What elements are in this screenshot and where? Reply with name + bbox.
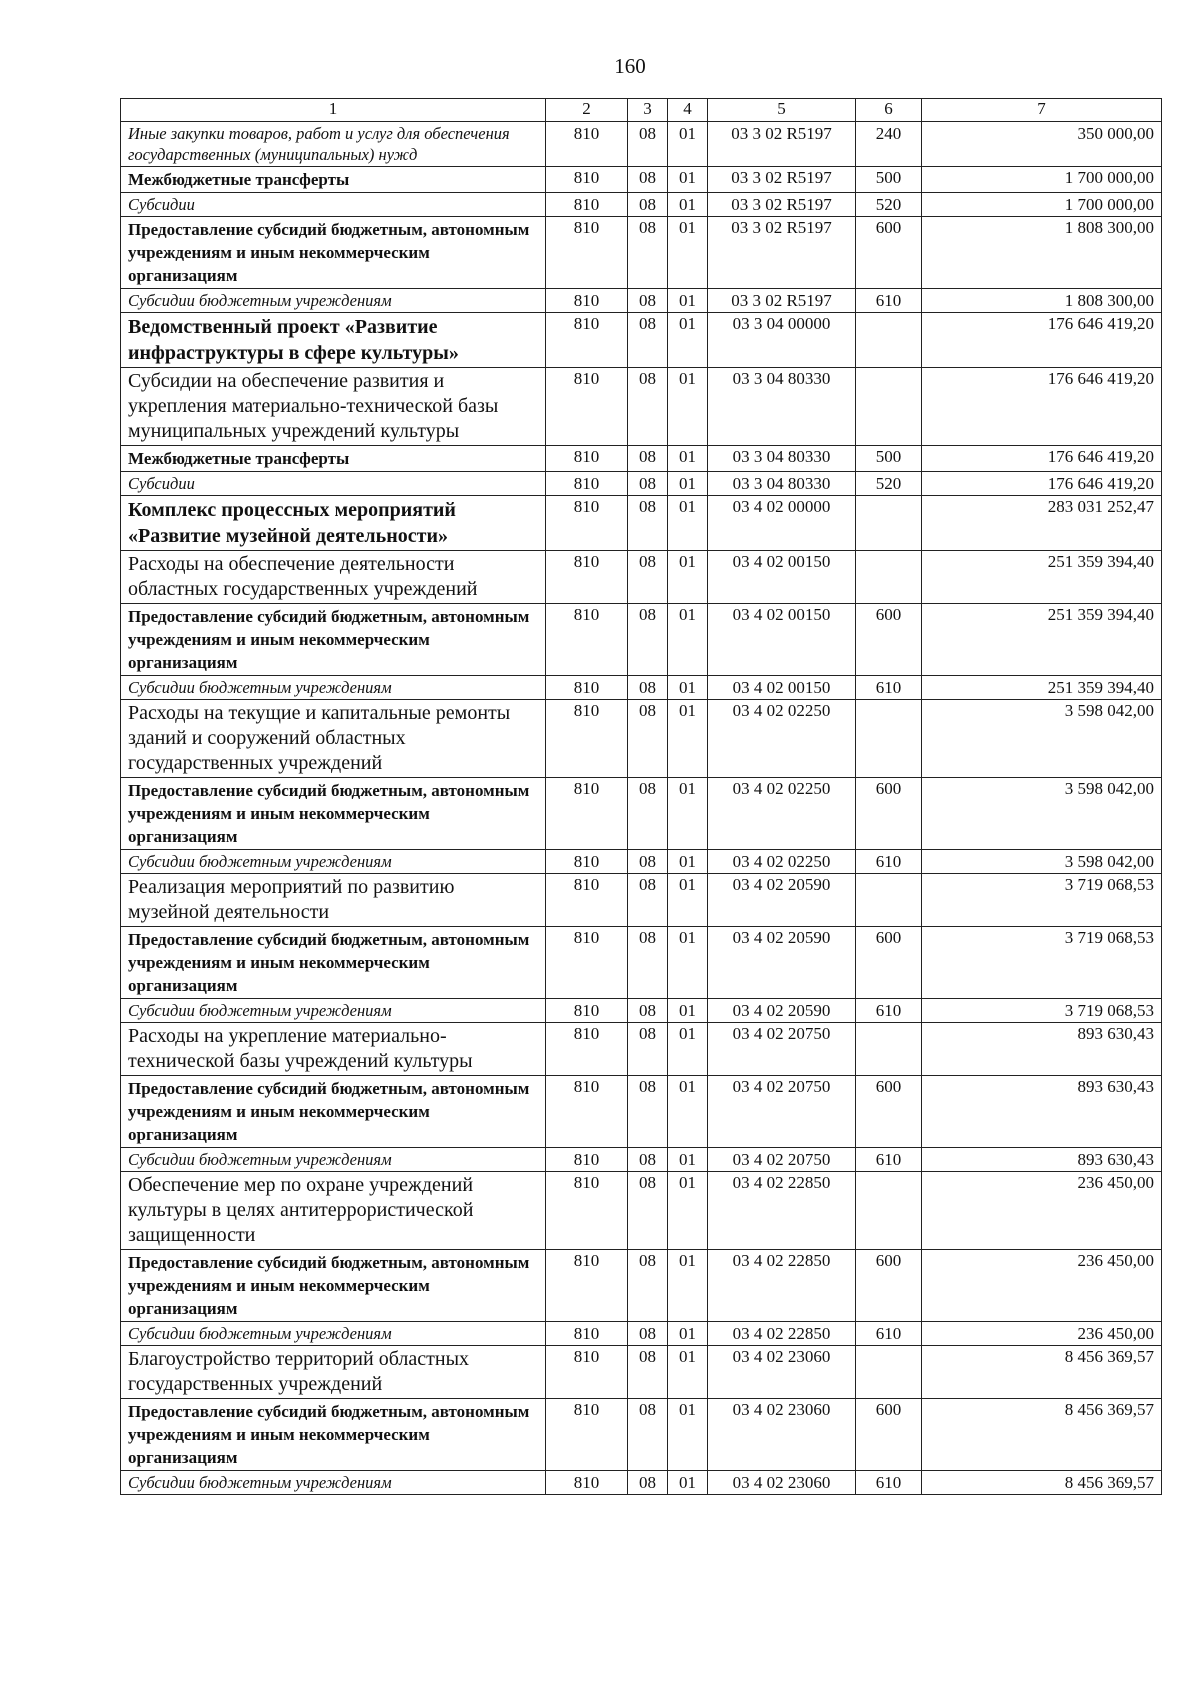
section-code-cell: 08 [628,1023,668,1076]
section-code-cell: 08 [628,122,668,167]
subsection-code-cell: 01 [668,368,708,446]
row-name-cell: Субсидии [121,193,546,217]
amount-cell: 251 359 394,40 [922,676,1162,700]
expense-type-cell [856,1346,922,1399]
section-code-cell: 08 [628,1322,668,1346]
amount-cell: 3 719 068,53 [922,874,1162,927]
expense-type-cell [856,313,922,368]
expense-type-cell: 520 [856,472,922,496]
table-row [121,604,1162,676]
amount-cell: 176 646 419,20 [922,446,1162,472]
column-header: 1 [121,99,546,122]
row-name-cell: Предоставление субсидий бюджетным, автономным учреждениям и иным некоммерческим организациям [121,604,546,676]
amount-cell: 236 450,00 [922,1250,1162,1322]
section-code-cell: 08 [628,778,668,850]
subsection-code-cell: 01 [668,1023,708,1076]
subsection-code-cell: 01 [668,850,708,874]
column-header: 7 [922,99,1162,122]
subsection-code-cell: 01 [668,676,708,700]
target-article-cell: 03 4 02 22850 [708,1250,856,1322]
section-code-cell: 08 [628,446,668,472]
chapter-code-cell: 810 [546,700,628,778]
row-name-cell: Расходы на укрепление материально-технической базы учреждений культуры [121,1023,546,1076]
subsection-code-cell: 01 [668,167,708,193]
row-name-cell: Расходы на обеспечение деятельности областных государственных учреждений [121,551,546,604]
chapter-code-cell: 810 [546,1076,628,1148]
expense-type-cell [856,368,922,446]
chapter-code-cell: 810 [546,1346,628,1399]
chapter-code-cell: 810 [546,676,628,700]
table-row [121,167,1162,193]
table-row [121,217,1162,289]
chapter-code-cell: 810 [546,1322,628,1346]
chapter-code-cell: 810 [546,1023,628,1076]
section-code-cell: 08 [628,676,668,700]
subsection-code-cell: 01 [668,446,708,472]
target-article-cell: 03 4 02 20750 [708,1148,856,1172]
expense-type-cell [856,551,922,604]
section-code-cell: 08 [628,1471,668,1495]
target-article-cell: 03 4 02 02250 [708,700,856,778]
target-article-cell: 03 3 02 R5197 [708,217,856,289]
section-code-cell: 08 [628,496,668,551]
subsection-code-cell: 01 [668,193,708,217]
expense-type-cell [856,874,922,927]
table-row [121,193,1162,217]
page-number: 160 [614,54,646,78]
row-name-cell: Предоставление субсидий бюджетным, автономным учреждениям и иным некоммерческим организациям [121,927,546,999]
row-name-cell: Субсидии бюджетным учреждениям [121,1322,546,1346]
section-code-cell: 08 [628,193,668,217]
section-code-cell: 08 [628,700,668,778]
row-name-cell: Субсидии на обеспечение развития и укрепления материально-технической базы муниципальных учреждений культуры [121,368,546,446]
row-name-cell: Реализация мероприятий по развитию музейной деятельности [121,874,546,927]
chapter-code-cell: 810 [546,1250,628,1322]
section-code-cell: 08 [628,368,668,446]
chapter-code-cell: 810 [546,1148,628,1172]
row-name-cell: Благоустройство территорий областных государственных учреждений [121,1346,546,1399]
expense-type-cell: 520 [856,193,922,217]
amount-cell: 251 359 394,40 [922,604,1162,676]
section-code-cell: 08 [628,604,668,676]
subsection-code-cell: 01 [668,1346,708,1399]
target-article-cell: 03 4 02 20750 [708,1076,856,1148]
row-name-cell: Расходы на текущие и капитальные ремонты зданий и сооружений областных государственных учреждений [121,700,546,778]
expense-type-cell: 610 [856,999,922,1023]
target-article-cell: 03 4 02 00000 [708,496,856,551]
amount-cell: 3 598 042,00 [922,850,1162,874]
table-row [121,1322,1162,1346]
subsection-code-cell: 01 [668,999,708,1023]
subsection-code-cell: 01 [668,472,708,496]
chapter-code-cell: 810 [546,778,628,850]
expense-type-cell: 610 [856,289,922,313]
target-article-cell: 03 4 02 22850 [708,1322,856,1346]
amount-cell: 283 031 252,47 [922,496,1162,551]
subsection-code-cell: 01 [668,313,708,368]
amount-cell: 236 450,00 [922,1322,1162,1346]
chapter-code-cell: 810 [546,1399,628,1471]
expense-type-cell: 500 [856,446,922,472]
subsection-code-cell: 01 [668,1471,708,1495]
target-article-cell: 03 4 02 20750 [708,1023,856,1076]
chapter-code-cell: 810 [546,472,628,496]
expense-type-cell [856,700,922,778]
target-article-cell: 03 3 04 00000 [708,313,856,368]
column-header: 4 [668,99,708,122]
target-article-cell: 03 4 02 22850 [708,1172,856,1250]
table-row [121,676,1162,700]
section-code-cell: 08 [628,927,668,999]
target-article-cell: 03 4 02 23060 [708,1471,856,1495]
chapter-code-cell: 810 [546,167,628,193]
subsection-code-cell: 01 [668,778,708,850]
chapter-code-cell: 810 [546,193,628,217]
target-article-cell: 03 4 02 23060 [708,1399,856,1471]
amount-cell: 3 598 042,00 [922,778,1162,850]
section-code-cell: 08 [628,289,668,313]
table-row [121,1346,1162,1399]
expense-type-cell: 610 [856,1148,922,1172]
subsection-code-cell: 01 [668,604,708,676]
chapter-code-cell: 810 [546,217,628,289]
chapter-code-cell: 810 [546,446,628,472]
subsection-code-cell: 01 [668,700,708,778]
table-row [121,1250,1162,1322]
chapter-code-cell: 810 [546,313,628,368]
row-name-cell: Обеспечение мер по охране учреждений культуры в целях антитеррористической защищенности [121,1172,546,1250]
target-article-cell: 03 4 02 23060 [708,1346,856,1399]
table-row [121,313,1162,368]
expense-type-cell: 600 [856,1250,922,1322]
subsection-code-cell: 01 [668,217,708,289]
table-row [121,778,1162,850]
expense-type-cell [856,1023,922,1076]
row-name-cell: Предоставление субсидий бюджетным, автономным учреждениям и иным некоммерческим организациям [121,1076,546,1148]
section-code-cell: 08 [628,999,668,1023]
amount-cell: 1 808 300,00 [922,289,1162,313]
subsection-code-cell: 01 [668,1148,708,1172]
expense-type-cell [856,496,922,551]
amount-cell: 1 808 300,00 [922,217,1162,289]
row-name-cell: Субсидии бюджетным учреждениям [121,850,546,874]
target-article-cell: 03 4 02 02250 [708,778,856,850]
amount-cell: 8 456 369,57 [922,1346,1162,1399]
table-row [121,1172,1162,1250]
amount-cell: 176 646 419,20 [922,313,1162,368]
target-article-cell: 03 3 02 R5197 [708,193,856,217]
section-code-cell: 08 [628,874,668,927]
expense-type-cell: 500 [856,167,922,193]
column-header: 5 [708,99,856,122]
expense-type-cell [856,1172,922,1250]
subsection-code-cell: 01 [668,1250,708,1322]
chapter-code-cell: 810 [546,289,628,313]
row-name-cell: Комплекс процессных мероприятий «Развитие музейной деятельности» [121,496,546,551]
subsection-code-cell: 01 [668,874,708,927]
amount-cell: 176 646 419,20 [922,368,1162,446]
amount-cell: 3 719 068,53 [922,927,1162,999]
amount-cell: 3 719 068,53 [922,999,1162,1023]
table-row [121,472,1162,496]
section-code-cell: 08 [628,313,668,368]
row-name-cell: Иные закупки товаров, работ и услуг для обеспечения государственных (муниципальных) нужд [121,122,546,167]
amount-cell: 350 000,00 [922,122,1162,167]
expense-type-cell: 610 [856,850,922,874]
target-article-cell: 03 4 02 00150 [708,676,856,700]
chapter-code-cell: 810 [546,368,628,446]
subsection-code-cell: 01 [668,122,708,167]
section-code-cell: 08 [628,1172,668,1250]
chapter-code-cell: 810 [546,850,628,874]
table-row [121,1148,1162,1172]
section-code-cell: 08 [628,1399,668,1471]
target-article-cell: 03 3 04 80330 [708,368,856,446]
target-article-cell: 03 4 02 00150 [708,604,856,676]
expense-type-cell: 610 [856,1471,922,1495]
target-article-cell: 03 4 02 20590 [708,999,856,1023]
table-row [121,1399,1162,1471]
amount-cell: 236 450,00 [922,1172,1162,1250]
amount-cell: 1 700 000,00 [922,167,1162,193]
table-row [121,122,1162,167]
table-row [121,999,1162,1023]
table-row [121,1076,1162,1148]
table-row [121,289,1162,313]
subsection-code-cell: 01 [668,1076,708,1148]
chapter-code-cell: 810 [546,496,628,551]
budget-table [120,98,1162,1495]
section-code-cell: 08 [628,1148,668,1172]
subsection-code-cell: 01 [668,496,708,551]
amount-cell: 893 630,43 [922,1076,1162,1148]
expense-type-cell: 600 [856,778,922,850]
amount-cell: 3 598 042,00 [922,700,1162,778]
row-name-cell: Предоставление субсидий бюджетным, автономным учреждениям и иным некоммерческим организациям [121,778,546,850]
target-article-cell: 03 3 02 R5197 [708,167,856,193]
column-header: 3 [628,99,668,122]
expense-type-cell: 600 [856,1076,922,1148]
chapter-code-cell: 810 [546,999,628,1023]
table-row [121,496,1162,551]
subsection-code-cell: 01 [668,289,708,313]
target-article-cell: 03 3 04 80330 [708,472,856,496]
table-row [121,446,1162,472]
table-row [121,368,1162,446]
target-article-cell: 03 4 02 02250 [708,850,856,874]
table-row [121,927,1162,999]
target-article-cell: 03 3 02 R5197 [708,289,856,313]
table-header-row [121,99,1162,122]
section-code-cell: 08 [628,551,668,604]
chapter-code-cell: 810 [546,927,628,999]
column-header: 2 [546,99,628,122]
target-article-cell: 03 3 04 80330 [708,446,856,472]
table-row [121,700,1162,778]
amount-cell: 893 630,43 [922,1023,1162,1076]
target-article-cell: 03 4 02 00150 [708,551,856,604]
row-name-cell: Предоставление субсидий бюджетным, автономным учреждениям и иным некоммерческим организациям [121,1399,546,1471]
expense-type-cell: 600 [856,1399,922,1471]
section-code-cell: 08 [628,472,668,496]
section-code-cell: 08 [628,1346,668,1399]
expense-type-cell: 610 [856,676,922,700]
subsection-code-cell: 01 [668,1322,708,1346]
subsection-code-cell: 01 [668,1399,708,1471]
row-name-cell: Предоставление субсидий бюджетным, автономным учреждениям и иным некоммерческим организациям [121,217,546,289]
table-row [121,850,1162,874]
amount-cell: 251 359 394,40 [922,551,1162,604]
row-name-cell: Межбюджетные трансферты [121,167,546,193]
row-name-cell: Субсидии бюджетным учреждениям [121,676,546,700]
amount-cell: 893 630,43 [922,1148,1162,1172]
row-name-cell: Субсидии бюджетным учреждениям [121,1471,546,1495]
subsection-code-cell: 01 [668,1172,708,1250]
table-row [121,1471,1162,1495]
chapter-code-cell: 810 [546,604,628,676]
chapter-code-cell: 810 [546,122,628,167]
expense-type-cell: 610 [856,1322,922,1346]
section-code-cell: 08 [628,1250,668,1322]
expense-type-cell: 240 [856,122,922,167]
chapter-code-cell: 810 [546,1172,628,1250]
chapter-code-cell: 810 [546,551,628,604]
table-row [121,1023,1162,1076]
target-article-cell: 03 4 02 20590 [708,927,856,999]
row-name-cell: Субсидии бюджетным учреждениям [121,289,546,313]
expense-type-cell: 600 [856,604,922,676]
column-header: 6 [856,99,922,122]
amount-cell: 8 456 369,57 [922,1471,1162,1495]
section-code-cell: 08 [628,167,668,193]
target-article-cell: 03 3 02 R5197 [708,122,856,167]
chapter-code-cell: 810 [546,874,628,927]
subsection-code-cell: 01 [668,927,708,999]
row-name-cell: Межбюджетные трансферты [121,446,546,472]
section-code-cell: 08 [628,1076,668,1148]
amount-cell: 176 646 419,20 [922,472,1162,496]
row-name-cell: Ведомственный проект «Развитие инфраструктуры в сфере культуры» [121,313,546,368]
section-code-cell: 08 [628,217,668,289]
row-name-cell: Субсидии бюджетным учреждениям [121,999,546,1023]
amount-cell: 8 456 369,57 [922,1399,1162,1471]
target-article-cell: 03 4 02 20590 [708,874,856,927]
table-body [121,122,1162,1495]
table-row [121,551,1162,604]
row-name-cell: Предоставление субсидий бюджетным, автономным учреждениям и иным некоммерческим организациям [121,1250,546,1322]
row-name-cell: Субсидии [121,472,546,496]
section-code-cell: 08 [628,850,668,874]
expense-type-cell: 600 [856,927,922,999]
row-name-cell: Субсидии бюджетным учреждениям [121,1148,546,1172]
subsection-code-cell: 01 [668,551,708,604]
amount-cell: 1 700 000,00 [922,193,1162,217]
expense-type-cell: 600 [856,217,922,289]
chapter-code-cell: 810 [546,1471,628,1495]
table-row [121,874,1162,927]
